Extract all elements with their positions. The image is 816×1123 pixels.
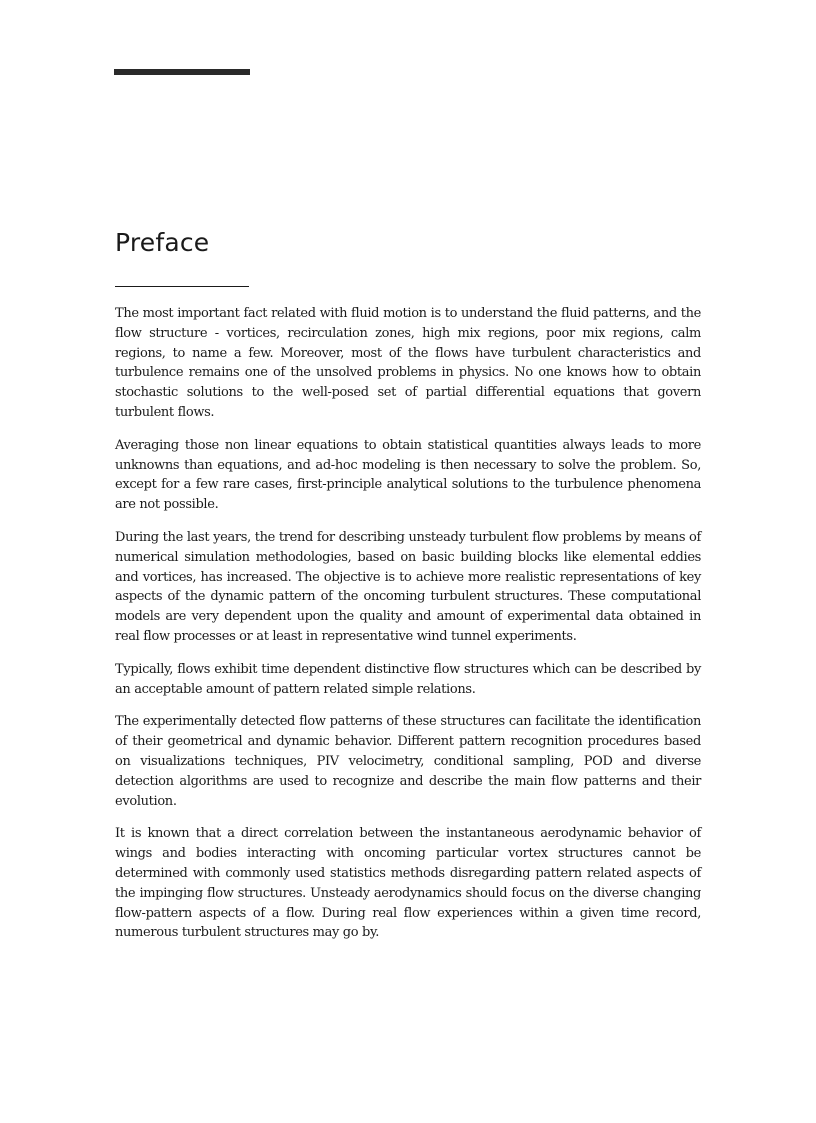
preface-body — [115, 304, 701, 956]
title-underline-rule — [115, 286, 249, 287]
paragraph-5: The experimentally detected flow patterns of these structures can facilitate the identification of their geometrical and dynamic behavior. Different pattern recognition procedures based on visualizations techniques, PIV velocimetry, conditional sampling, POD and diverse detection algorithms are used to recognize and describe the main flow patterns and their evolution. — [115, 714, 701, 809]
top-decorative-bar — [114, 69, 250, 75]
paragraph-4: Typically, flows exhibit time dependent distinctive flow structures which can be described by an acceptable amount of pattern related simple relations. — [115, 661, 701, 697]
page-title: Preface — [115, 228, 210, 257]
paragraph-6: It is known that a direct correlation between the instantaneous aerodynamic behavior of wings and bodies interacting with oncoming particular vortex structures cannot be determined with commonly used statistics methods disregarding pattern related aspects of the impinging flow structures. Unsteady aerodynamics should focus on the diverse changing flow-pattern aspects of a flow. During real flow experiences within a given time record, numerous turbulent structures may go by. — [115, 826, 701, 941]
paragraph-3: During the last years, the trend for describing unsteady turbulent flow problems by means of numerical simulation methodologies, based on basic building blocks like elemental eddies and vortices, has increased. The objective is to achieve more realistic representations of key aspects of the dynamic pattern of the oncoming turbulent structures. These computational models are very dependent upon the quality and amount of experimental data obtained in real flow processes or at least in representative wind tunnel experiments. — [115, 529, 701, 644]
paragraph-2: Averaging those non linear equations to obtain statistical quantities always leads to more unknowns than equations, and ad-hoc modeling is then necessary to solve the problem. So, except for a few rare cases, first-principle analytical solutions to the turbulence phenomena are not possible. — [115, 437, 701, 513]
paragraph-1: The most important fact related with fluid motion is to understand the fluid patterns, and the flow structure - vortices, recirculation zones, high mix regions, poor mix regions, calm regions, to name a few. Moreover, most of the flows have turbulent characteristics and turbulence remains one of the unsolved problems in physics. No one knows how to obtain stochastic solutions to the well-posed set of partial differential equations that govern turbulent flows. — [115, 306, 701, 420]
